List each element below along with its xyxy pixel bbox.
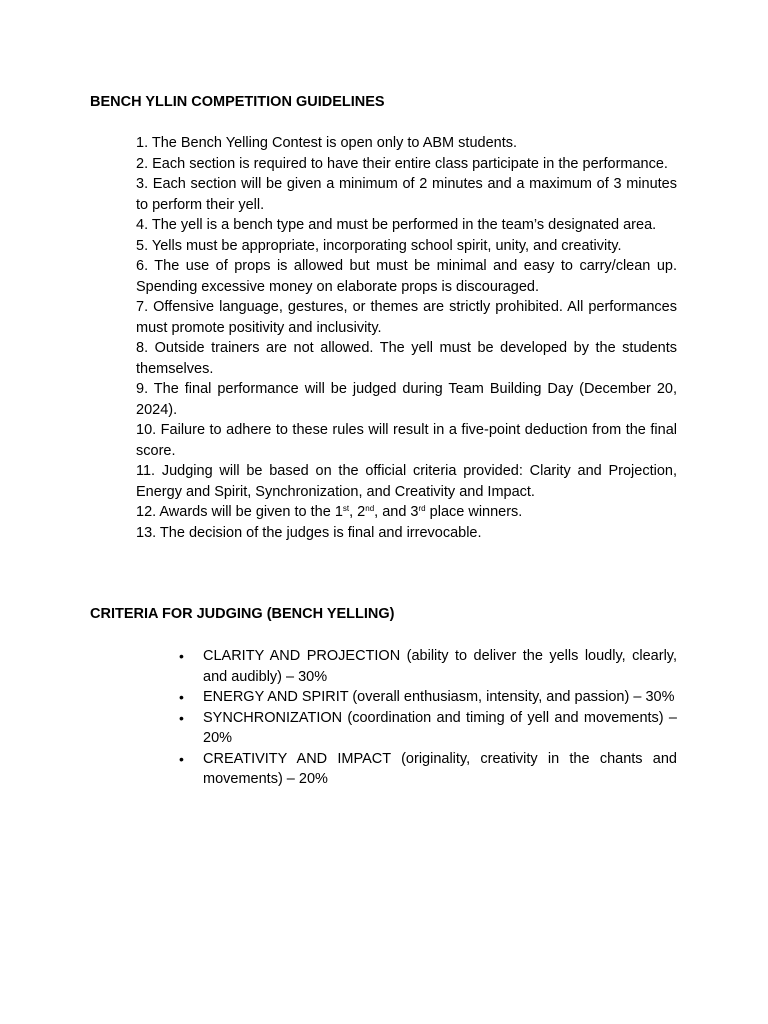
guideline-item: 11. Judging will be based on the official criteria provided: Clarity and Projection, Energy and Spirit, Synchronization, and Creativity and Impact. <box>136 463 677 500</box>
criteria-item <box>179 687 677 708</box>
criteria-text: ENERGY AND SPIRIT (overall enthusiasm, intensity, and passion) – 30% <box>203 689 675 705</box>
awards-text-mid1: , 2 <box>349 504 366 520</box>
awards-text-prefix: 12. Awards will be given to the 1 <box>136 504 343 520</box>
criteria-heading: CRITERIA FOR JUDGING (BENCH YELLING) <box>90 606 395 622</box>
awards-text-suffix: place winners. <box>425 504 523 520</box>
guideline-item: 5. Yells must be appropriate, incorporating school spirit, unity, and creativity. <box>136 237 622 254</box>
guideline-item: 8. Outside trainers are not allowed. The yell must be developed by the students themselves. <box>136 340 677 377</box>
guideline-item: 10. Failure to adhere to these rules will result in a five-point deduction from the final score. <box>136 422 677 459</box>
bullet-icon: • <box>179 689 184 705</box>
guideline-item: 2. Each section is required to have their entire class participate in the performance. <box>136 155 668 172</box>
guideline-item: 13. The decision of the judges is final and irrevocable. <box>136 524 482 541</box>
guidelines-heading: BENCH YLLIN COMPETITION GUIDELINES <box>90 94 385 110</box>
bullet-icon: • <box>179 709 184 726</box>
criteria-item <box>179 646 677 687</box>
guideline-item: 1. The Bench Yelling Contest is open only to ABM students. <box>136 135 518 151</box>
criteria-text: CLARITY AND PROJECTION (ability to deliver the yells loudly, clearly, and audibly) – 30% <box>203 648 677 685</box>
guideline-item: 7. Offensive language, gestures, or themes are strictly prohibited. All performances must promote positivity and inclusivity. <box>136 299 677 336</box>
criteria-text: SYNCHRONIZATION (coordination and timing of yell and movements) – 20% <box>203 709 677 746</box>
guideline-item-awards <box>136 502 677 523</box>
guideline-item: 6. The use of props is allowed but must be minimal and easy to carry/clean up. Spending excessive money on elaborate props is discouraged. <box>136 258 677 295</box>
ordinal-suffix-first: st <box>342 504 350 513</box>
bullet-icon: • <box>179 648 184 664</box>
criteria-item <box>179 708 677 749</box>
criteria-list <box>179 646 677 790</box>
bullet-icon: • <box>179 750 184 767</box>
guidelines-list <box>136 133 677 543</box>
guideline-item: 3. Each section will be given a minimum of 2 minutes and a maximum of 3 minutes to perform their yell. <box>136 176 677 213</box>
guideline-item: 4. The yell is a bench type and must be performed in the team’s designated area. <box>136 217 657 233</box>
criteria-item <box>179 749 677 790</box>
ordinal-suffix-second: nd <box>365 504 375 513</box>
awards-text-mid2: , and 3 <box>374 504 419 520</box>
criteria-text: CREATIVITY AND IMPACT (originality, creativity in the chants and movements) – 20% <box>203 750 677 787</box>
ordinal-suffix-third: rd <box>418 504 426 513</box>
guideline-item: 9. The final performance will be judged during Team Building Day (December 20, 2024). <box>136 381 677 418</box>
